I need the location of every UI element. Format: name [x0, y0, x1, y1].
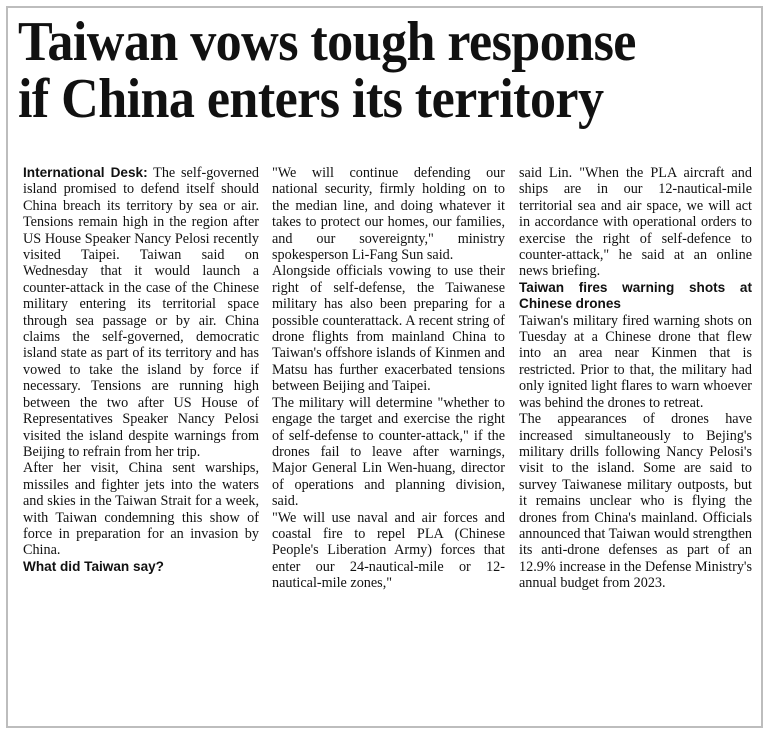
- paragraph: The appearances of drones have increased simultaneously to Bejing's military drills following Nancy Pelosi's visit to the island. Some are said to survey Taiwanese military outposts, but it remains unclear who is flying the drones from China's mainland. Officials announced that Taiwan would strengthen its anti-drone defenses as part of an 12.9% increase in the Defense Ministry's annual budget from 2023.: [519, 411, 752, 592]
- paragraph: "We will use naval and air forces and coastal fire to repel PLA (Chinese People's Liberation Army) forces that enter our 24-nautical-mile or 12-nautical-mile zones,": [272, 509, 505, 592]
- subheading: Taiwan fires warning shots at Chinese drones: [519, 279, 752, 312]
- subheading: What did Taiwan say?: [23, 558, 164, 574]
- headline: [18, 11, 702, 130]
- dateline: International Desk:: [23, 165, 148, 180]
- column-1: [23, 165, 259, 575]
- paragraph-lead: [23, 165, 259, 460]
- paragraph-text: The self-governed island promised to defend itself should China breach its territory by sea or air. Tensions remain high in the region after US House Speaker Nancy Pelosi recently visited Taipei. Taiwan said on Wednesday that it would launch a counter-attack in the case of the Chinese military entering its territorial space through sea passage or by air. China claims the self-governed, democratic island state as part of its territory and has vowed to take the island by force if necessary. Tensions are running high between the two after US House of Representatives Speaker Nancy Pelosi visited the island despite warnings from Beijing to refrain from her trip.: [23, 165, 259, 460]
- paragraph: said Lin. "When the PLA aircraft and ships are in our 12-nautical-mile territorial sea and air space, we will act in accordance with operational orders to exercise the right of self-defence to counter-attack," he said at an online news briefing.: [519, 165, 752, 280]
- headline-line-2: if China enters its territory: [18, 68, 604, 130]
- paragraph: The military will determine "whether to engage the target and exercise the right of self-defense to counter-attack," if the drones fail to leave after warnings, Major General Lin Wen-huang, director of operations and planning division, said.: [272, 394, 505, 510]
- paragraph: After her visit, China sent warships, missiles and fighter jets into the waters and skies in the Taiwan Strait for a week, with Taiwan condemning this show of force in preparation for an invasion by China.: [23, 460, 259, 559]
- headline-line-1: Taiwan vows tough response: [18, 11, 636, 73]
- paragraph: Taiwan's military fired warning shots on Tuesday at a Chinese drone that flew into an area near Kinmen that is restricted. Prior to that, the military had only ignited light flares to warn whoever was behind the drones to retreat.: [519, 312, 752, 411]
- paragraph: Alongside officials vowing to use their right of self-defense, the Taiwanese military has also been preparing for a possible counterattack. A recent string of drone flights from mainland China to Taiwan's offshore islands of Kinmen and Matsu has further exacerbated tensions between Beijing and Taipei.: [272, 263, 505, 395]
- paragraph: "We will continue defending our national security, firmly holding on to the median line, and doing whatever it takes to protect our homes, our families, and our sovereignty," ministry spokesperson Li-Fang Sun said.: [272, 165, 505, 264]
- column-2: [272, 165, 505, 592]
- column-3: [519, 165, 752, 592]
